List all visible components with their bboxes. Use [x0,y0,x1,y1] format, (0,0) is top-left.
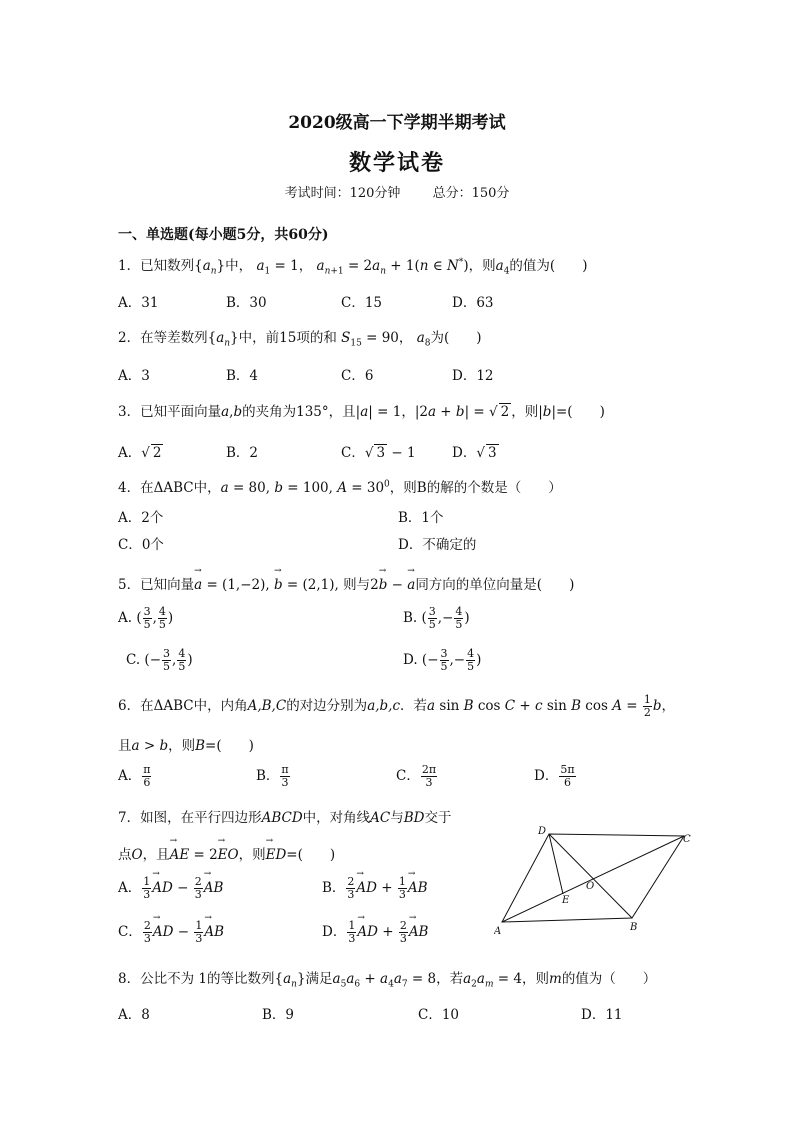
label-c: C [683,834,691,845]
question-7: 7．如图，在平行四边形ABCD中，对角线AC与BD交于 [118,810,452,826]
q4-option-c[interactable]: C．0个 [118,537,164,553]
q2-option-b[interactable]: B．4 [226,368,259,384]
q6-option-c[interactable]: C． $\frac{2\pi}{3}$ [396,763,437,789]
q7-option-c[interactable]: C． $\frac{2}{3}$ → AD − $\frac{1}{3}$ → AB [118,920,224,945]
q2-option-c[interactable]: C．6 [341,368,374,384]
q8-option-d[interactable]: D．11 [581,1007,623,1023]
q6-option-a[interactable]: A． $\frac{\pi}{6}$ [118,763,151,789]
exam-info [0,182,794,201]
exam-title: 2020级高一下学期半期考试 [288,113,506,133]
exam-time: 考试时间：120分钟 [284,186,401,201]
q1-option-c[interactable]: C．15 [341,295,383,311]
question-8: 8．公比不为 1的等比数列$\{a_n\}$满足$a_5a_6 + a_4a_7 = 8$，若$a_2a_m = 4$，则m的值为（ ） [118,971,657,990]
label-b: B [630,922,638,933]
q7-option-b[interactable]: B． $\frac{2}{3}$ → AD + $\frac{1}{3}$ → AB [322,876,428,901]
question-1: 1．已知数列$\{a_n\}$中， $a_1 = 1$， $a_{n+1} = 2a_n + 1(n$ ∈ N*)，则$a_4$的值为( ) [118,257,588,277]
q3-option-d[interactable]: D．√ 3 [452,445,497,461]
label-a: A [494,926,502,937]
q6-option-d[interactable]: D． $\frac{5\pi}{6}$ [534,763,575,789]
q5-option-c[interactable]: C. (− $\frac{3}{5}$ , $\frac{4}{5}$ ) [126,647,193,673]
q6-option-b[interactable]: B． $\frac{\pi}{3}$ [256,763,289,789]
parallelogram-figure [494,822,694,940]
label-o: O [586,881,595,892]
q5-option-d[interactable]: D. (− $\frac{3}{5}$ ,− $\frac{4}{5}$ ) [403,647,482,673]
question-3: 3．已知平面向量a,b的夹角为135°，且|a| = 1，|2a + b| = √ 2 ，则|b|=( ) [118,404,605,420]
section-heading: 一、单选题(每小题5分，共60分) [118,227,329,243]
subject-title: 数学试卷 [348,150,445,176]
q4-option-d[interactable]: D．不确定的 [398,537,477,553]
question-2: 2．在等差数列$\{a_n\}$中，前15项的和 $S_{15} = 90$， $a_8$为( ) [118,330,482,349]
q3-option-b[interactable]: B．2 [226,445,259,461]
segment-de [549,834,563,894]
q4-option-b[interactable]: B．1个 [398,510,444,526]
q5-option-b[interactable]: B. ( $\frac{3}{5}$ ,− $\frac{4}{5}$ ) [403,605,470,631]
q1-option-a[interactable]: A．31 [118,295,159,311]
question-6: 6．在ΔABC中，内角A,B,C的对边分别为a,b,c．若a sin B cos C + c sin B cos A = $\frac{1}{2}$ b， [118,693,676,719]
question-7-line2: 点O，且→ AE = 2→ EO，则→ ED=( ) [118,843,335,863]
q7-option-d[interactable]: D． $\frac{1}{3}$ → AD + $\frac{2}{3}$ → AB [322,920,428,945]
question-6-line2: 且a > b，则B=( ) [118,738,254,754]
q2-option-d[interactable]: D．12 [452,368,494,384]
q3-option-a[interactable]: A．√ 2 [118,445,162,461]
q1-option-b[interactable]: B．30 [226,295,267,311]
q3-option-c[interactable]: C．√ 3 − 1 [341,445,416,461]
label-d: D [538,826,547,837]
exam-total: 总分：150分 [432,186,510,201]
label-e: E [562,895,570,906]
q5-option-a[interactable]: A. ( $\frac{3}{5}$ , $\frac{4}{5}$ ) [118,605,174,631]
q7-option-a[interactable]: A． $\frac{1}{3}$ → AD − $\frac{2}{3}$ → AB [118,876,223,901]
q8-option-b[interactable]: B．9 [262,1007,295,1023]
q8-option-c[interactable]: C．10 [418,1007,460,1023]
question-5: 5．已知向量→ a = (1,−2), → b = (2,1), 则与2→ b − → a同方向的单位向量是( ) [118,573,574,593]
q4-option-a[interactable]: A．2个 [118,510,164,526]
q2-option-a[interactable]: A．3 [118,368,150,384]
q8-option-a[interactable]: A．8 [118,1007,150,1023]
question-4: 4．在ΔABC中，a = 80, b = 100, $A = 30^0$，则B的解的个数是（ ） [118,479,562,496]
q1-option-d[interactable]: D．63 [452,295,494,311]
